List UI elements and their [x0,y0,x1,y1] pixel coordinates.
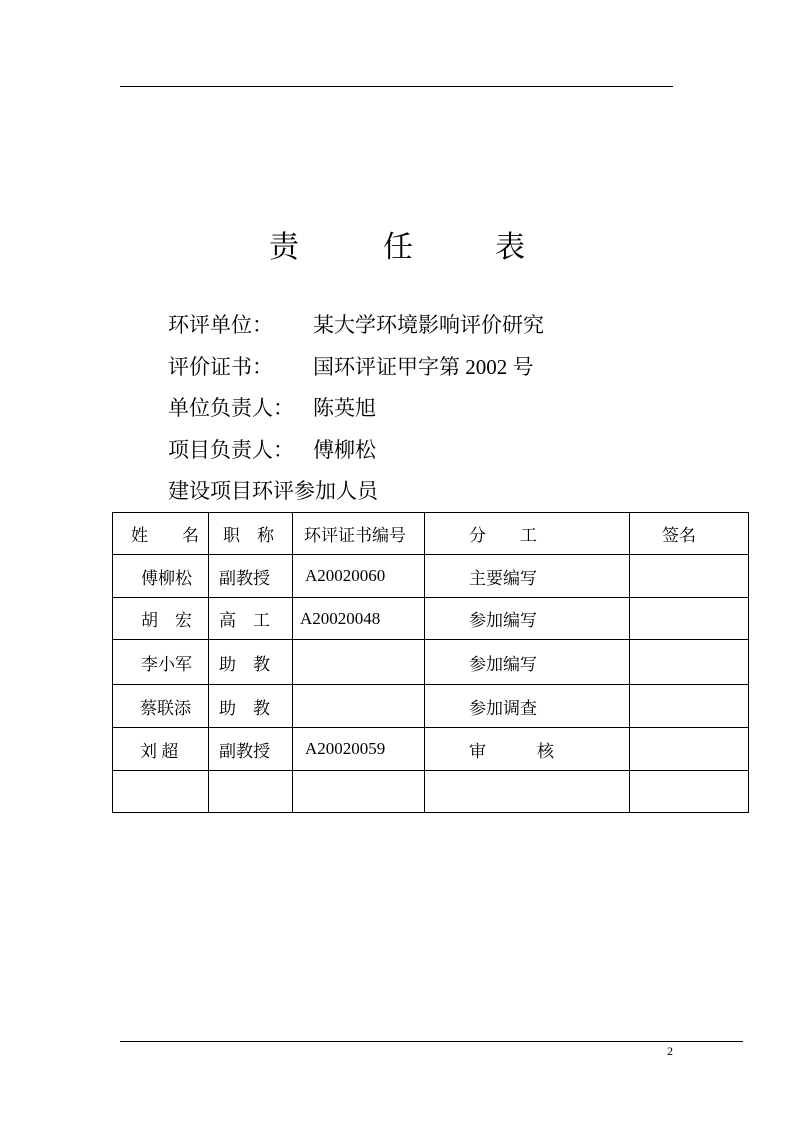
cell-name: 李小军 [113,640,209,685]
personnel-table [112,512,749,813]
cell-cert [293,685,425,728]
info-project-head [168,438,376,462]
info-value: 某大学环境影响评价研究 [313,313,544,337]
header-cert: 环评证书编号 [293,513,425,555]
cell-title: 副教授 [209,555,293,598]
info-participants-heading [168,479,378,503]
cell-title[interactable] [209,771,293,813]
info-label: 建设项目环评参加人员 [168,479,378,503]
cell-duty: 参加编写 [425,640,630,685]
cell-name: 蔡联添 [113,685,209,728]
cell-title: 助 教 [209,685,293,728]
table-header-row [113,513,749,555]
info-value: 傅柳松 [313,438,376,462]
table-row [113,728,749,771]
info-unit [168,313,544,337]
title-char-1: 责 [269,231,299,264]
header-name: 姓 名 [113,513,209,555]
header-title: 职 称 [209,513,293,555]
table-row [113,640,749,685]
cell-duty: 参加调查 [425,685,630,728]
cell-name: 傅柳松 [113,555,209,598]
cell-cert [293,640,425,685]
header-rule [120,86,673,87]
info-label: 评价证书： [168,355,273,379]
cell-duty: 参加编写 [425,598,630,640]
cell-title: 助 教 [209,640,293,685]
cell-duty: 审 核 [425,728,630,771]
header-signature: 签名 [630,513,749,555]
cell-cert: A20020059 [293,728,425,771]
cell-signature[interactable] [630,728,749,771]
table-row [113,555,749,598]
cell-name: 胡 宏 [113,598,209,640]
page-number: 2 [667,1044,673,1058]
header-duty: 分 工 [425,513,630,555]
cell-duty: 主要编写 [425,555,630,598]
info-certificate [168,355,534,379]
info-label: 项目负责人： [168,438,294,462]
info-label: 环评单位： [168,313,273,337]
cell-signature[interactable] [630,640,749,685]
info-value: 国环评证甲字第 2002 号 [313,355,534,379]
cell-name: 刘 超 [113,728,209,771]
cell-name[interactable] [113,771,209,813]
cell-signature[interactable] [630,555,749,598]
info-unit-head [168,396,376,420]
cell-duty[interactable] [425,771,630,813]
cell-signature[interactable] [630,685,749,728]
footer-rule [120,1041,743,1042]
table-row-empty [113,771,749,813]
cell-signature[interactable] [630,598,749,640]
cell-cert: A20020060 [293,555,425,598]
table-row [113,598,749,640]
title-char-3: 表 [495,231,525,264]
cell-title: 副教授 [209,728,293,771]
cell-cert[interactable] [293,771,425,813]
cell-title: 高 工 [209,598,293,640]
info-value: 陈英旭 [313,396,376,420]
table-row [113,685,749,728]
title-char-2: 任 [383,231,413,264]
info-label: 单位负责人： [168,396,294,420]
cell-signature[interactable] [630,771,749,813]
cell-cert: A20020048 [293,598,425,640]
